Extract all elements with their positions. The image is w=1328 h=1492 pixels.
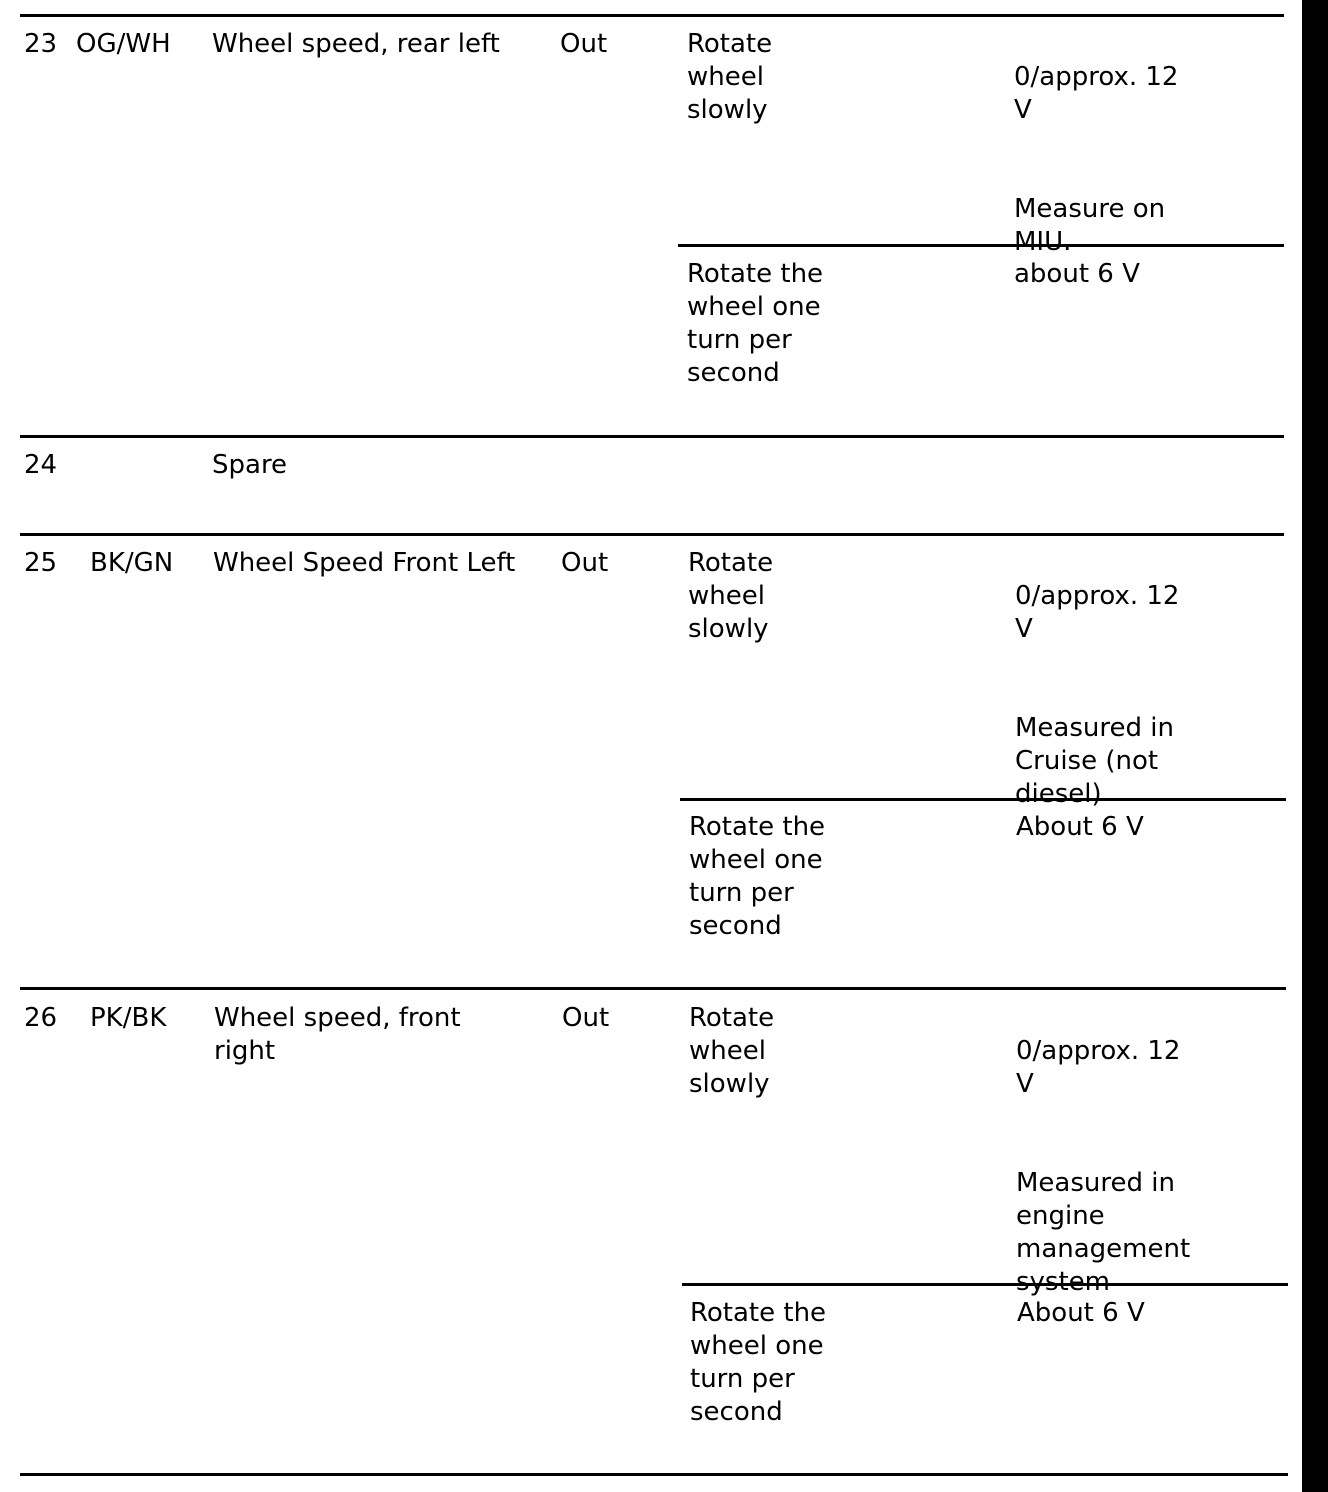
value-text: 0/approx. 12 V (1016, 1036, 1181, 1099)
test-condition: Rotate the wheel one turn per second (690, 1298, 827, 1427)
expected-value (1015, 547, 1285, 844)
wire-color: BK/GN (90, 548, 174, 578)
test-condition: Rotate wheel slowly (689, 1003, 775, 1099)
row-divider (20, 1473, 1288, 1476)
value-note: Measure on MIU. (1014, 194, 1166, 257)
pin-number: 26 (24, 1003, 58, 1033)
pin-number: 23 (24, 29, 58, 59)
value-text: 0/approx. 12 V (1014, 62, 1179, 125)
pin-description: Wheel speed, front right (214, 1003, 461, 1066)
expected-value (1016, 1002, 1286, 1332)
value-note: Measured in engine management system (1016, 1168, 1191, 1297)
pin-number: 24 (24, 450, 58, 480)
test-condition: Rotate wheel slowly (687, 29, 773, 125)
signal-direction: Out (561, 548, 609, 578)
signal-direction: Out (562, 1003, 610, 1033)
page-edge-bar (1302, 0, 1328, 1492)
value-note: Measured in Cruise (not diesel) (1015, 713, 1174, 809)
pin-description: Wheel speed, rear left (212, 29, 500, 59)
expected-value: about 6 V (1014, 259, 1140, 289)
pin-number: 25 (24, 548, 58, 578)
row-divider (20, 14, 1284, 17)
pin-description: Wheel Speed Front Left (213, 548, 516, 578)
row-divider (20, 533, 1284, 536)
wire-color: PK/BK (90, 1003, 167, 1033)
pin-description: Spare (212, 450, 288, 480)
value-text: 0/approx. 12 V (1015, 581, 1180, 644)
signal-direction: Out (560, 29, 608, 59)
row-divider (20, 435, 1284, 438)
test-condition: Rotate the wheel one turn per second (687, 259, 824, 388)
test-condition: Rotate wheel slowly (688, 548, 774, 644)
expected-value (1014, 28, 1284, 292)
expected-value: About 6 V (1016, 812, 1144, 842)
expected-value: About 6 V (1017, 1298, 1145, 1328)
wire-color: OG/WH (76, 29, 171, 59)
test-condition: Rotate the wheel one turn per second (689, 812, 826, 941)
row-divider (20, 987, 1286, 990)
